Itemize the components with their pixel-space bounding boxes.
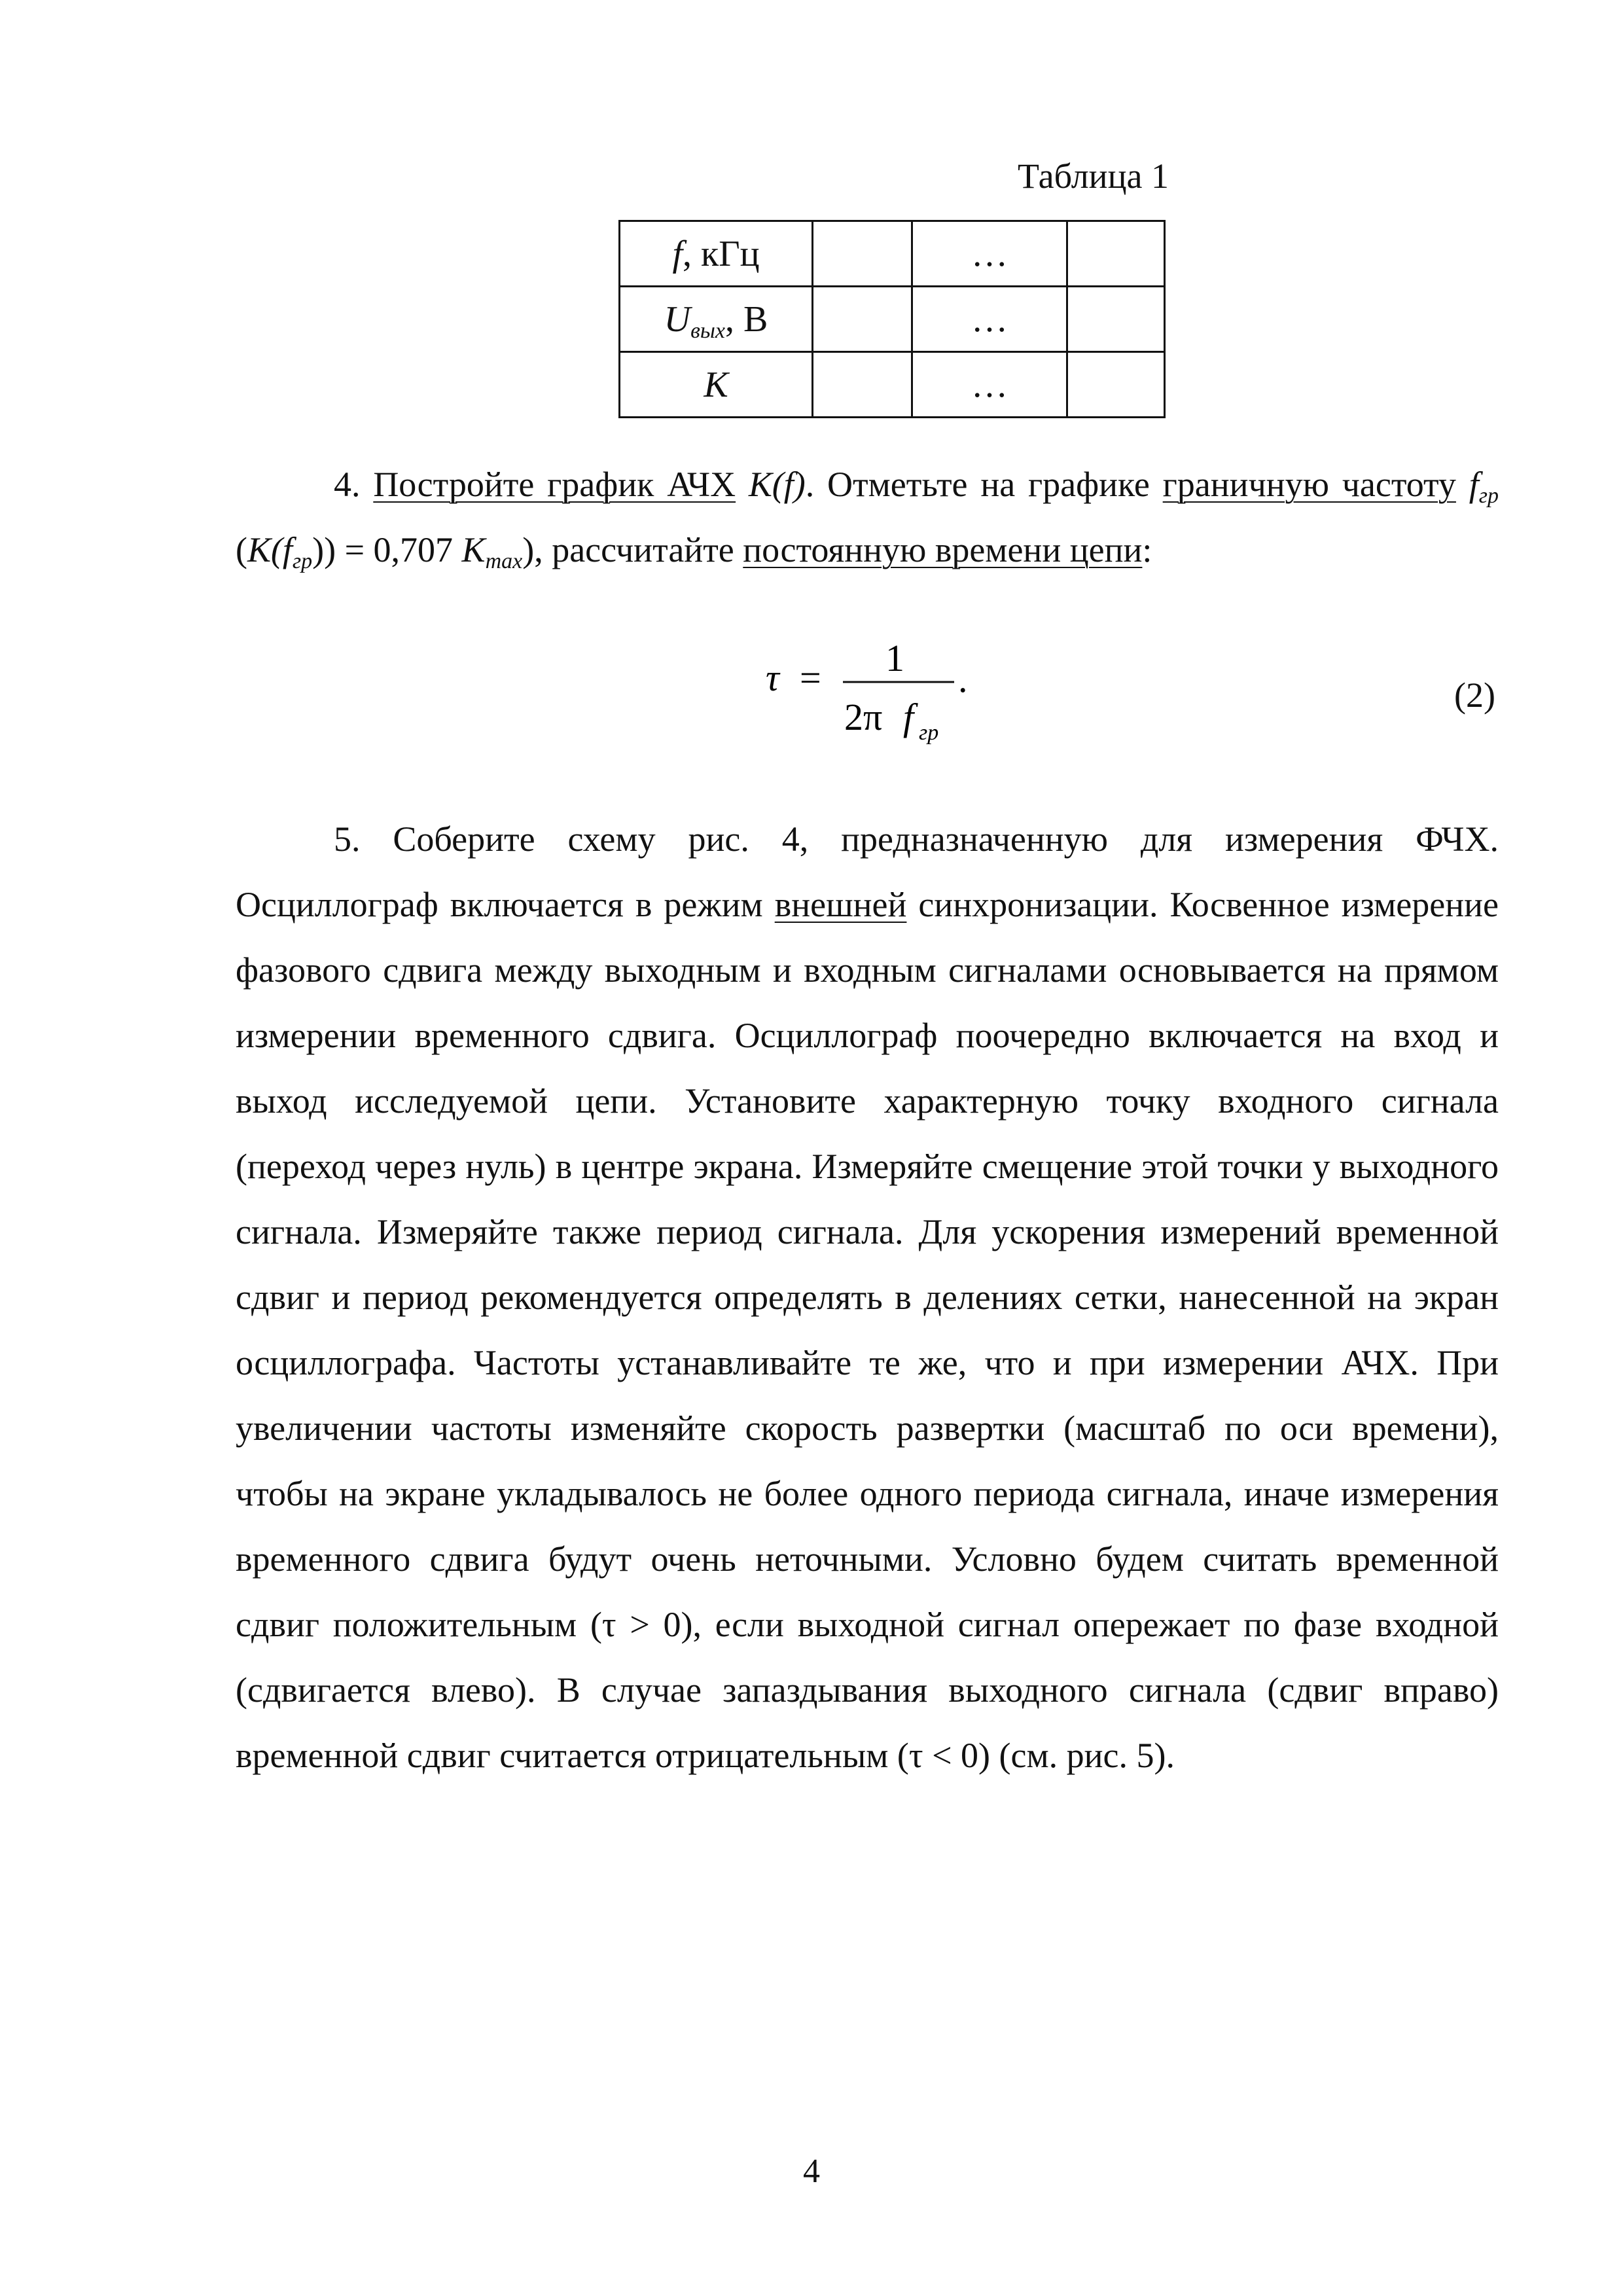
table-header-cell: К — [620, 352, 813, 418]
page-number: 4 — [803, 2153, 820, 2190]
tau-formula — [759, 628, 995, 753]
table-row — [620, 287, 1165, 352]
formula-denominator: 2π — [844, 696, 883, 738]
table-header-cell: $U_{вых}$, В — [620, 287, 813, 352]
paragraph-4: 4. Постройте график АЧХ К(f). Отметьте на графике граничную частоту $f_{гр}$ $(К(f_{гр})) = 0,707$ $K_{max}$), рассчитайте постоянную времени цепи: — [236, 465, 1499, 573]
formula-equals: = — [800, 656, 821, 699]
table-caption: Таблица 1 — [1018, 156, 1169, 196]
table-row — [620, 352, 1165, 418]
equation-number: (2) — [1454, 675, 1495, 715]
table-cell: … — [912, 221, 1067, 287]
table-cell — [1067, 287, 1165, 352]
table-cell — [813, 287, 912, 352]
table-cell — [813, 221, 912, 287]
paragraph-5: 5. Соберите схему рис. 4, предназначенную для измерения ФЧХ. Осциллограф включается в режим внешней синхронизации. Косвенное измерение фазового сдвига между выходным и входным сигналами основывается на прямом измерении временного сдвига. Осциллограф поочередно включается на вход и выход исследуемой цепи. Установите характерную точку входного сигнала (переход через нуль) в центре экрана. Измеряйте смещение этой точки у выходного сигнала. Измеряйте также период сигнала. Для ускорения измерений временной сдвиг и период рекомендуется определять в делениях сетки, нанесенной на экран осциллографа. Частоты устанавливайте те же, что и при измерении АЧХ. При увеличении частоты изменяйте скорость развертки (масштаб по оси времени), чтобы на экране укладывалось не более одного периода сигнала, иначе измерения временного сдвига будут очень неточными. Условно будем считать временной сдвиг положительным (τ > 0), если выходной сигнал опережает по фазе входной (сдвигается влево). В случае запаздывания выходного сигнала (сдвиг вправо) временной сдвиг считается отрицательным (τ < 0) (см. рис. 5). — [236, 819, 1499, 1775]
formula-f: f — [903, 696, 914, 738]
table-cell: … — [912, 287, 1067, 352]
table-cell — [813, 352, 912, 418]
formula-subscript: гр — [919, 721, 939, 745]
table-cell — [1067, 221, 1165, 287]
table-cell — [1067, 352, 1165, 418]
formula-period: . — [958, 658, 968, 700]
formula-tau: τ — [766, 656, 779, 699]
table-cell: … — [912, 352, 1067, 418]
table-row — [620, 221, 1165, 287]
measurement-table — [618, 220, 1166, 418]
formula-numerator: 1 — [885, 637, 904, 679]
table-header-cell: f, кГц — [620, 221, 813, 287]
